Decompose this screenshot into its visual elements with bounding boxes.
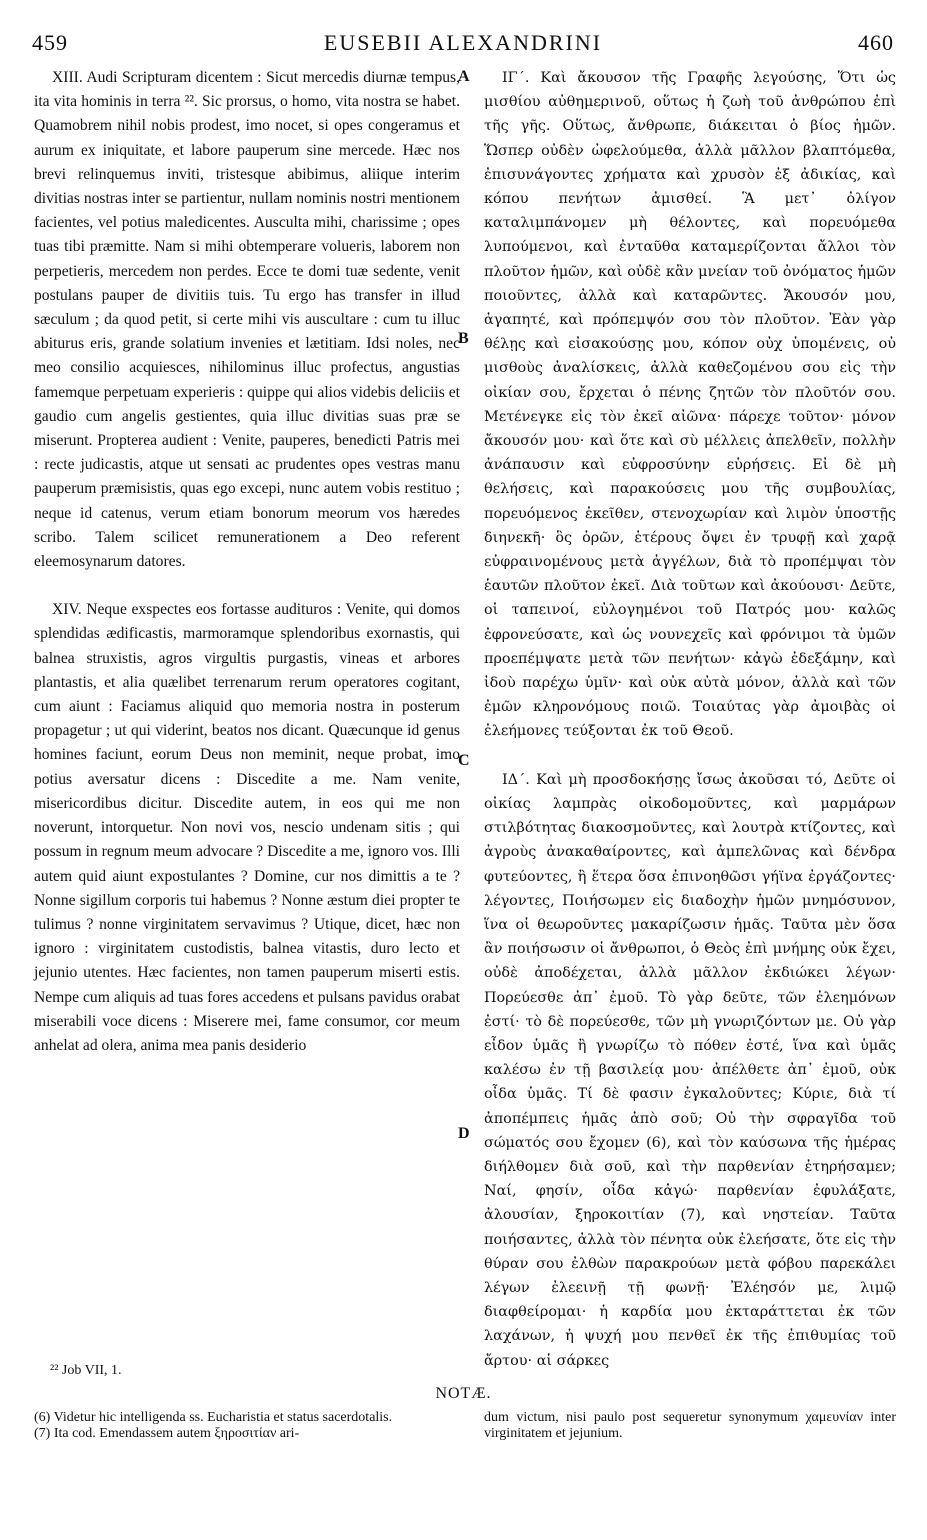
margin-marker-b: B [458, 330, 469, 347]
page-number-left: 459 [32, 30, 68, 55]
note-6: (6) Videtur hic intelligenda ss. Eucharistia et status sacerdotalis. [34, 1410, 393, 1425]
margin-marker-a: A [458, 68, 470, 85]
scripture-footnote: ²² Job VII, 1. [50, 1363, 122, 1378]
note-7-continuation: dum victum, nisi paulo post sequeretur synonymum χαμευνίαν inter virginitatem et jejunium. [484, 1410, 896, 1441]
notes-right-column [484, 1410, 896, 1442]
notes-heading: NOTÆ. [435, 1385, 492, 1402]
latin-paragraph-xiv: XIV. Neque exspectes eos fortasse audituros : Venite, qui domos splendidas ædificastis, marmoramque splendoribus exornastis, qui balnea struxistis, agros virgultis purgastis, vineas et arbores plantastis, et alia quælibet terrenarum rerum operatores cogitant, cum aiunt : Faciamus aliquid quo memoria nostra in posterum propagetur ; ut qui viderint, beatos nos dicant. Quæcunque id genus homines faciunt, eorum Deus non meminit, neque probat, imo potius aversatur dicens : Discedite a me. Nam venite, misericordibus dicitur. Discedite autem, in eos qui me non noverunt, intorquetur. Non novi vos, nescio undenam sitis ; qui possum in regnum meum advocare ? Discedite a me, ignoro vos. Illi autem quid aiunt expostulantes ? Domine, cur nos dimittis a te ? Nonne sigillum corporis tui habemus ? Nonne æstum diei propter te tulimus ? nonne virginitatem servavimus ? Utique, dicet, hæc non ignoro : virginitatem custodistis, balnea vitastis, duro lecto et jejunio utentes. Hæc facientes, non tamen pauperum miserti estis. Nempe cum aliquis ad tuas fores accedens et pulsans pavidus orabat miserabili voce dicens : Miserere mei, fame consumor, cor meum anhelat ad olera, anima mea panis desiderio [34, 601, 460, 1054]
latin-column [34, 66, 460, 1058]
page-number-right: 460 [858, 30, 894, 55]
greek-column [484, 66, 896, 1373]
margin-marker-c: C [458, 752, 470, 769]
greek-paragraph-14: ΙΔ΄. Καὶ μὴ προσδοκήσῃς ἴσως ἀκοῦσαι τό, Δεῦτε οἱ οἰκίας λαμπρὰς οἰκοδομοῦντες, καὶ μαρμάρων στιλβότητας διακοσμοῦντες, καὶ λουτρὰ κτίζοντες, καὶ ἀγροὺς ἀνακαθαίροντες, καὶ ἀμπελῶνας καὶ δένδρα φυτεύοντες, ἢ ἕτερα ὅσα ἐπινοηθῶσι γήϊνα ἐργάζοντες· λέγοντες, Ποιήσωμεν εἰς διαδοχὴν ἡμῶν μνημόσυνον, ἵνα οἱ θεωροῦντες μακαρίζωσιν ἡμᾶς. Ταῦτα μὲν ὅσα ἂν ποιήσωσιν οἱ ἄνθρωποι, ὁ Θεὸς ἐπὶ μνήμης οὐκ ἔχει, οὐδὲ ἀποδέχεται, ἀλλὰ μᾶλλον ἐκδιώκει λέγων· Πορεύεσθε ἀπ᾽ ἐμοῦ. Τὸ γὰρ δεῦτε, τῶν ἐλεημόνων ἐστί· τὸ δὲ πορεύεσθε, τῶν μὴ γνωριζόντων με. Οὐ γὰρ εἶδον ὑμᾶς ἢ γνωρίζω τὸ πόθεν ἐστέ, ἵνα καὶ ὑμᾶς καλέσω ἐν τῇ βασιλείᾳ μου· ἀπέλθετε ἀπ᾽ ἐμοῦ, οὐκ οἶδα ὑμᾶς. Τί δὲ φασιν ἐγκαλοῦντες; Κύριε, διὰ τί ἀποπέμπεις ἡμᾶς ἀπὸ σοῦ; Οὐ τὴν σφραγῖδα τοῦ σώματός σου ἔχομεν (6), καὶ τὸν καύσωνα τῆς ἡμέρας διήλθομεν διὰ σοῦ, καὶ τὴν παρθενίαν ἐτηρήσαμεν; Ναί, φησίν, οἶδα κἀγώ· παρθενίαν ἐφυλάξατε, ἀλουσίαν, ξηροκοιτίαν (7), καὶ νηστείαν. Ταῦτα ποιήσαντες, ἀλλὰ τὸν πένητα οὐκ ἐλεήσατε, ὅτε εἰς τὴν θύραν σου ἐλθὼν παρακρούων μετὰ φόβου παρεκάλει λέγων ἐλεεινῇ τῇ φωνῇ· Ἐλέησόν με, λιμῷ διαφθείρομαι· ἡ καρδία μου ἐκταράττεται ἐκ τῶν λαχάνων, ἡ ψυχή μου πενθεῖ ἐκ τῆς ἐπιθυμίας τοῦ ἄρτου· αἱ σάρκες [484, 771, 896, 1369]
note-7: (7) Ita cod. Emendassem autem ξηροσιτίαν ari- [34, 1426, 300, 1441]
running-header [32, 30, 894, 56]
header-title: EUSEBII ALEXANDRINI [323, 30, 603, 55]
margin-marker-d: D [458, 1125, 470, 1142]
greek-paragraph-13: ΙΓ΄. Καὶ ἄκουσον τῆς Γραφῆς λεγούσης, Ὅτι ὡς μισθίου αὐθημερινοῦ, οὕτως ἡ ζωὴ τοῦ ἀνθρώπου ἐπὶ τῆς γῆς. Οὕτως, ἄνθρωπε, διάκειται ὁ βίος ἡμῶν. Ὥσπερ οὐδὲν ὠφελούμεθα, ἀλλὰ μᾶλλον βλαπτόμεθα, ἐπισυνάγοντες χρήματα καὶ χρυσὸν ἐξ ἀδικίας, καὶ κόπου πενήτων ἀμισθεί. Ἃ μετ᾽ ὀλίγον καταλιμπάνομεν μὴ θέλοντες, καὶ πορευόμεθα λυπούμενοι, καὶ ἐνταῦθα καταμερίζονται ἄλλοι τὸν πλοῦτον ἡμῶν, καὶ οὐδὲ κἂν μνείαν τοῦ ὀνόματος ἡμῶν ποιοῦντες, ἀλλὰ καὶ καταρῶντες. Ἄκουσόν μου, ἀγαπητέ, καὶ πρόπεμψόν σου τὸν πλοῦτον. Ἐὰν γὰρ θέλῃς καὶ εἰσακούσῃς μου, κόπον οὐχ ὑπομένεις, οὐ μισθοὺς ἀναλίσκεις, ἀλλὰ καθεζομένου σου εἰς τὴν οἰκίαν σου, ἔρχεται ὁ πένης ζητῶν τὸν πλοῦτόν σου. Μετένεγκε εἰς τὸν ἐκεῖ αἰῶνα· πάρεχε τοῦτον· μόνον ἄκουσόν μου· καὶ ὅτε καὶ σὺ μέλλεις ἀπελθεῖν, πολλὴν ἀνάπαυσιν καὶ εὐφροσύνην εὑρήσεις. Εἰ δὲ μὴ θελήσεις, καὶ παρακούσεις μου τῆς συμβουλίας, πορευόμενος ἐκεῖθεν, στενοχωρίαν καὶ λιμὸν ὑποστῇς διηνεκῆ· ὃς ὁρῶν, ἑτέρους ὄψει ἐν τρυφῇ καὶ χαρᾷ εὐφραινομένους μετὰ ἀγγέλων, διὰ τὸ προπέμψαι τὸν ἑαυτῶν πλοῦτον ἐκεῖ. Διὰ τοῦτων καὶ ἀκούουσι· Δεῦτε, οἱ ταπεινοί, εὐλογημένοι τοῦ Πατρός μου· καλῶς ἐφρονεύσατε, καὶ ὡς νουνεχεῖς καὶ φρόνιμοι τὰ ὑμῶν προεπέμψατε μετὰ τῶν πενήτων· κἀγὼ ἐδεξάμην, καὶ ἰδοὺ παρέχω ὑμῖν· καὶ οὐκ αὐτὰ μόνον, ἀλλὰ καὶ τῶν ἐμῶν κληρονόμους ποιῶ. Τοιαύτας γὰρ ἀμοιβὰς οἱ ἐλεήμονες τεύξονται ἐκ τοῦ Θεοῦ. [484, 70, 896, 740]
latin-paragraph-xiii: XIII. Audi Scripturam dicentem : Sicut mercedis diurnæ tempus, ita vita hominis in terra ²². Sic prorsus, o homo, vita nostra se habet. Quamobrem nihil nobis prodest, imo nocet, si opes congeramus et aurum ex iniquitate, et labore pauperum sine mercede. Hæc nos brevi relinquemus inviti, tristesque abibimus, aliique interim divitias nostras inter se partientur, nullam nominis nostri mentionem facientes, vel potius maledicentes. Ausculta mihi, charissime ; opes tuas tibi præmitte. Nam si mihi obtemperare volueris, laborem non perpetieris, mercedem non perdes. Ecce te domi tuæ sedente, venit postulans pauper de divitiis tuis. Tu ergo has transfer in illud sæculum ; da quod petit, si certe mihi vis auscultare : cum tu illuc abiturus eris, grande solatium invenies et lætitiam. Idsi noles, nec meo consilio acquiesces, nihilominus illuc profectus, angustias famemque perpetuam experieris : quippe qui alios videbis deliciis et gaudio cum angelis gestientes, quia illuc divitias suas præ se miserunt. Propterea audient : Venite, pauperes, benedicti Patris mei : recte judicastis, atque ut sensati ac prudentes opes vestras manu pauperum præmisistis, quas ego excepi, nunc autem vobis restituo ; neque id catenus, verum etiam bonorum meorum vos hæredes scribo. Talem scilicet remunerationem a Deo referent eleemosynarum datores. [34, 69, 460, 571]
notes-left-column [34, 1410, 454, 1442]
